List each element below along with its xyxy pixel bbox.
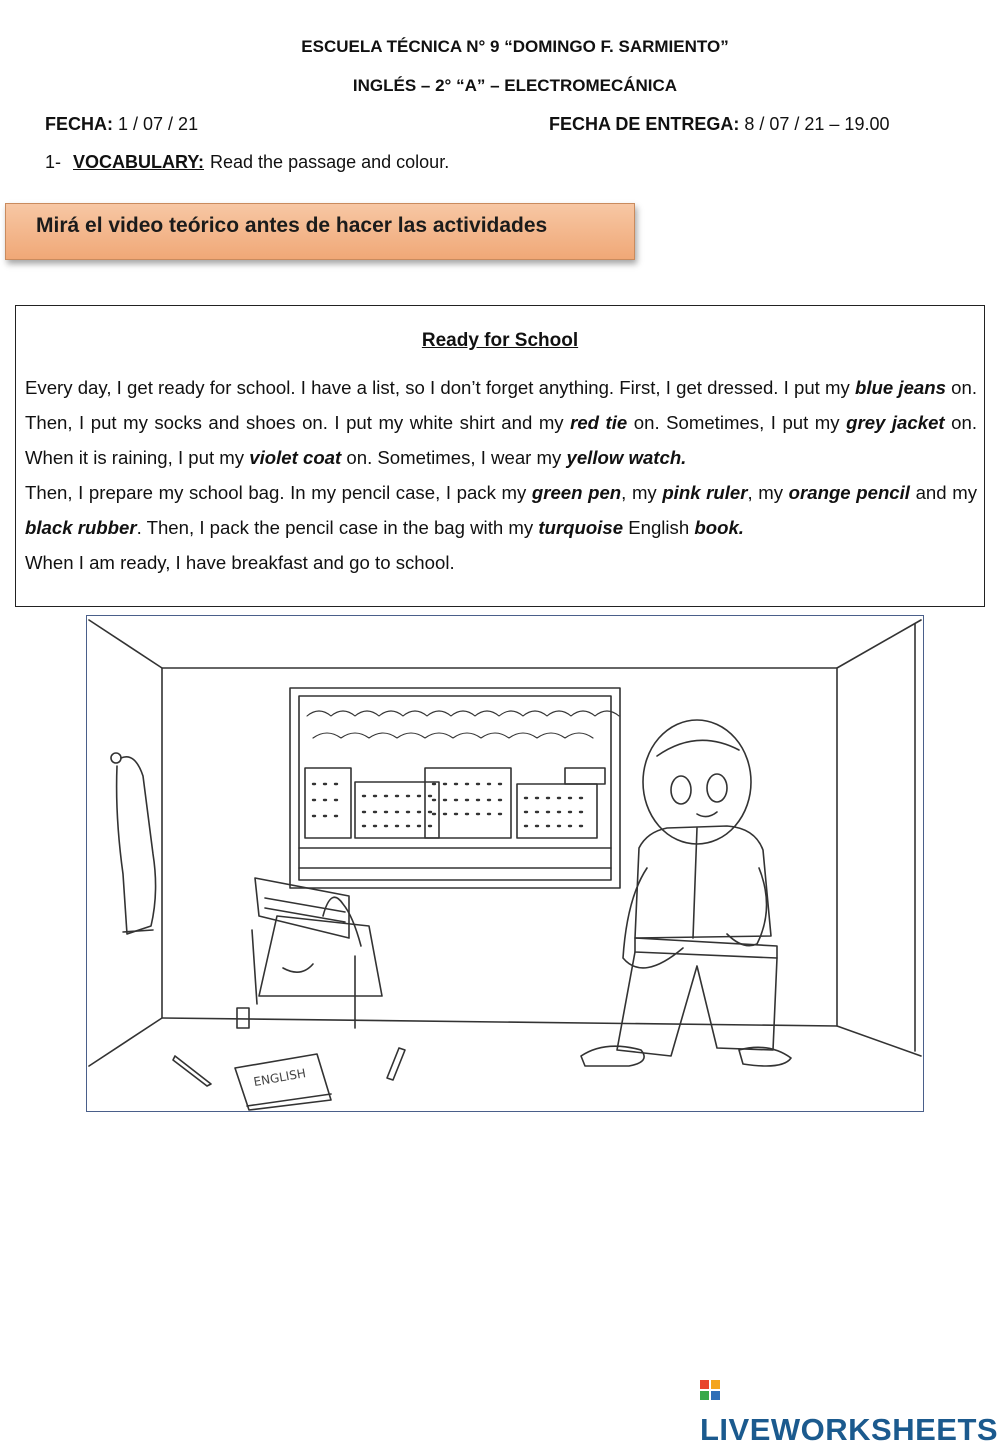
coat-on-hook	[111, 753, 156, 934]
reading-passage	[25, 370, 977, 580]
vocab-word: green pen	[531, 482, 622, 503]
paragraph-1	[25, 370, 977, 475]
passage-text: on. When it is raining, I put my	[25, 412, 977, 468]
exercise-heading	[45, 152, 449, 173]
school-name: ESCUELA TÉCNICA N° 9 “DOMINGO F. SARMIENTO”	[301, 37, 729, 56]
vocab-word: pink ruler	[662, 482, 748, 503]
date-label: FECHA:	[45, 114, 113, 134]
reading-title: Ready for School	[421, 330, 579, 351]
vocab-word: red tie	[570, 412, 628, 433]
passage-text: Every day, I get ready for school. I have a list, so I don’t forget anything. First, I get dressed. I put my	[25, 377, 855, 398]
passage-text: on. Sometimes, I put my	[627, 412, 847, 433]
boy-figure	[581, 720, 791, 1066]
paragraph-2	[25, 475, 977, 545]
passage-text: English	[623, 517, 695, 538]
due-date-field	[549, 114, 889, 135]
exercise-number: 1-	[45, 152, 62, 172]
passage-text: , my	[621, 482, 663, 503]
vocab-word: black rubber	[25, 517, 137, 538]
vocab-word: orange pencil	[788, 482, 910, 503]
paragraph-3	[25, 545, 977, 580]
date-field	[45, 114, 198, 135]
passage-text: Then, I prepare my school bag. In my pencil case, I pack my	[25, 482, 532, 503]
vocab-word: turquoise	[538, 517, 624, 538]
liveworksheets-logo[interactable]	[700, 1376, 1000, 1447]
vocab-word: yellow watch.	[566, 447, 687, 468]
coloring-illustration[interactable]	[86, 615, 924, 1112]
room-walls	[89, 620, 921, 1066]
date-value: 1 / 07 / 21	[118, 114, 199, 134]
passage-text: When I am ready, I have breakfast and go to school.	[25, 552, 455, 573]
floor-items	[173, 1048, 405, 1110]
video-banner: Mirá el video teórico antes de hacer las actividades	[5, 203, 635, 260]
vocab-word: grey jacket	[846, 412, 945, 433]
passage-text: on. Sometimes, I wear my	[341, 447, 567, 468]
passage-text: on. Then, I put my socks and shoes on. I put my white shirt and my	[25, 377, 978, 433]
chair-with-bag	[237, 878, 382, 1028]
logo-text: LIVEWORKSHEETS	[700, 1412, 999, 1447]
window	[290, 688, 620, 888]
course-title: INGLÉS – 2° “A” – ELECTROMECÁNICA	[352, 76, 678, 95]
passage-text: . Then, I pack the pencil case in the bag with my	[136, 517, 539, 538]
book-label: ENGLISH	[252, 1066, 307, 1090]
passage-text: , my	[747, 482, 789, 503]
reading-box	[15, 305, 985, 607]
due-date-value: 8 / 07 / 21 – 19.00	[744, 114, 890, 134]
passage-text: and my	[909, 482, 977, 503]
vocab-word: blue jeans	[855, 377, 946, 398]
exercise-title: VOCABULARY:	[73, 152, 205, 172]
due-date-label: FECHA DE ENTREGA:	[549, 114, 740, 134]
vocab-word: violet coat	[249, 447, 342, 468]
liveworksheets-logo-icon	[700, 1380, 722, 1407]
exercise-instruction: Read the passage and colour.	[210, 152, 450, 172]
vocab-word: book.	[694, 517, 744, 538]
